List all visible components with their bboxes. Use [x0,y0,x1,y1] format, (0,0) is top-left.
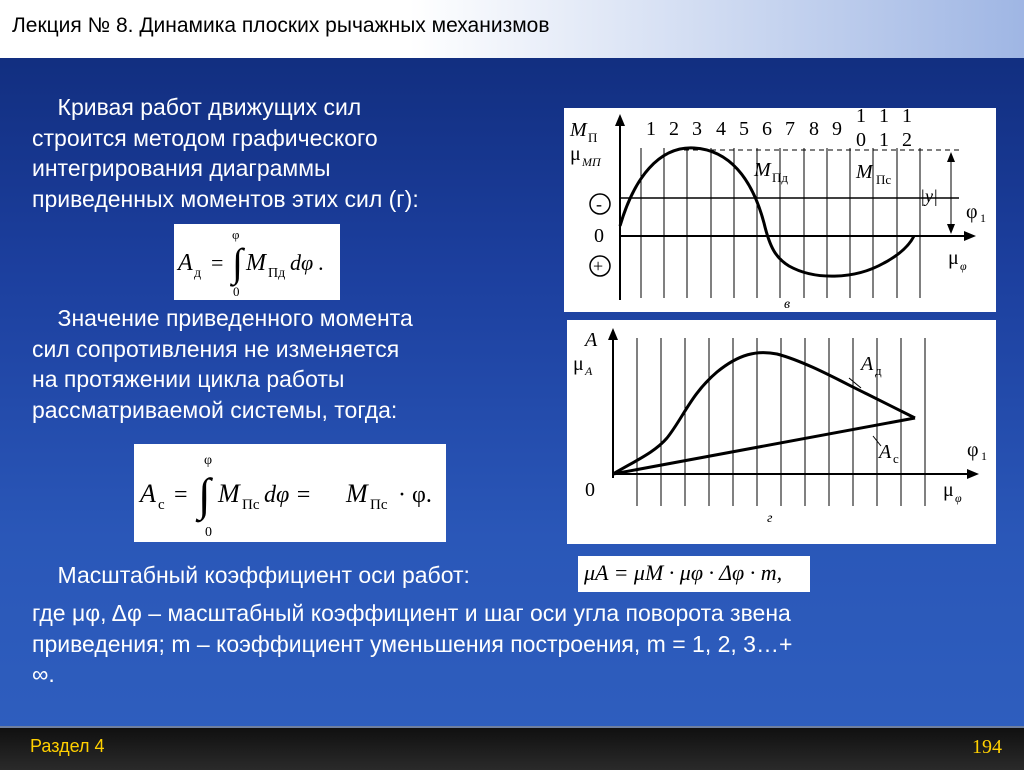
formula-lhs-sub: с [158,497,165,513]
x-scale-label: μ [943,479,954,501]
tick-label: 5 [739,118,749,140]
formula-driving-work [174,224,340,300]
intro-paragraph [32,92,419,214]
x-axis-label-sub: 1 [981,449,987,463]
resistance-line: на протяжении цикла работы [32,366,345,392]
intro-line: строится методом графического [32,124,378,151]
diagram-moments-svg [564,108,996,312]
tick-label: 9 [832,118,842,140]
integral-sign: ∫ [198,469,211,520]
y-axis-label: M [570,119,587,141]
tick-label: 4 [716,118,726,140]
resistance-line-label-sub: Пс [876,172,892,187]
tick-label-bottom: 2 [902,129,912,151]
formula-lower-limit: 0 [205,525,212,540]
slide-title: Лекция № 8. Динамика плоских рычажных механизмов [12,14,550,37]
tick-label-bottom: 1 [879,129,889,151]
ordinate-lines [637,338,925,506]
tick-label: 3 [692,118,702,140]
x-axis-arrow [967,469,979,479]
minus-sign: - [596,194,602,214]
tick-label-bottom: 0 [856,129,866,151]
diagram-caption: г [767,511,773,526]
tick-label: 8 [809,118,819,140]
formula-resistance-work [134,444,446,542]
intro-line: Кривая работ движущих сил [32,94,362,120]
resistance-line: рассматриваемой системы, тогда: [32,396,398,423]
y-scale-label: μ [570,143,581,165]
y-scale-label-sub: A [585,364,593,378]
formula-lower-limit: 0 [233,284,240,299]
x-axis-label: φ [966,201,978,223]
y-scale-label-sub: MП [582,155,601,169]
formula-upper-limit: φ [204,453,213,468]
tick-label: 2 [669,118,679,140]
diagram-caption: в [784,297,791,312]
y-dimension-arrow-down [947,224,955,234]
intro-line: приведенных моментов этих сил (г): [32,185,419,212]
slide-footer [0,726,1024,770]
driving-work-label: A [861,353,874,375]
formula-resistance-work-svg [134,444,446,542]
x-scale-label-sub: φ [960,259,967,273]
formula-equals: = [174,482,188,508]
resistance-work-label: A [879,441,892,463]
y-scale-label: μ [573,353,584,375]
scale-where-line: ∞. [32,661,55,687]
intro-line: интегрирования диаграммы [32,155,331,181]
y-axis-label-sub: П [588,130,598,145]
tick-label-top: 1 [856,108,866,127]
formula-tail: dφ . [290,250,325,275]
tick-label: 6 [762,118,772,140]
scale-where [32,598,792,690]
y-axis-arrow [608,328,618,340]
slide-header [0,0,1024,58]
y-marker-label: |y| [920,186,938,206]
formula-integrand-sub: Пс [242,497,260,513]
x-axis-label: φ [967,439,979,461]
resistance-line: Значение приведенного момента [32,305,413,331]
section-label: Раздел 4 [30,736,105,756]
formula-scale-text: μA = μM · μφ · Δφ · m, [584,560,783,585]
resistance-work-label-sub: с [893,451,899,466]
formula-integrand: M [218,479,240,508]
formula-lhs: A [140,479,156,508]
resistance-line: сил сопротивления не изменяется [32,335,400,362]
tick-label: 7 [785,118,795,140]
scale-where-line: приведения; m – коэффициент уменьшения построения, m = 1, 2, 3…+ [32,630,793,657]
formula-driving-work-svg [174,224,340,300]
formula-scale [578,556,810,592]
origin-label: 0 [585,479,595,501]
formula-upper-limit: φ [232,227,240,242]
origin-label: 0 [594,225,604,247]
formula-lhs: A [178,250,193,276]
diagram-work-svg [567,320,996,544]
x-axis-label-sub: 1 [980,211,986,225]
tick-label-top: 1 [902,108,912,127]
x-scale-label: μ [948,247,959,269]
formula-rhs: M [346,479,368,508]
driving-curve-label: M [754,159,771,181]
formula-lhs-sub: д [194,266,202,281]
y-axis-label: A [585,329,598,351]
integral-sign: ∫ [232,240,243,285]
formula-rhs-sub: Пс [370,497,388,513]
driving-curve-label-sub: Пд [772,170,789,185]
driving-work-label-sub: д [875,363,882,378]
resistance-line-label: M [856,161,873,183]
x-axis-arrow [964,231,976,241]
tick-label: 1 [646,118,656,140]
formula-rhs-tail: · φ. [392,482,432,508]
scale-where-line: где μφ, Δφ – масштабный коэффициент и шаг оси угла поворота звена [32,600,791,626]
resistance-paragraph [32,303,413,425]
x-scale-label-sub: φ [955,491,962,505]
tick-label-top: 1 [879,108,889,127]
y-axis-arrow [615,114,625,126]
y-dimension-arrow-up [947,152,955,162]
formula-equals: = [211,250,224,275]
scale-label: Масштабный коэффициент оси работ: [32,562,470,588]
formula-integrand-sub: Пд [268,266,286,281]
page-number: 194 [972,736,1002,758]
formula-integrand: M [246,250,266,276]
formula-tail: dφ = [264,482,318,508]
plus-sign: + [593,256,604,276]
diagram-work [567,320,996,544]
diagram-moments [564,108,996,312]
